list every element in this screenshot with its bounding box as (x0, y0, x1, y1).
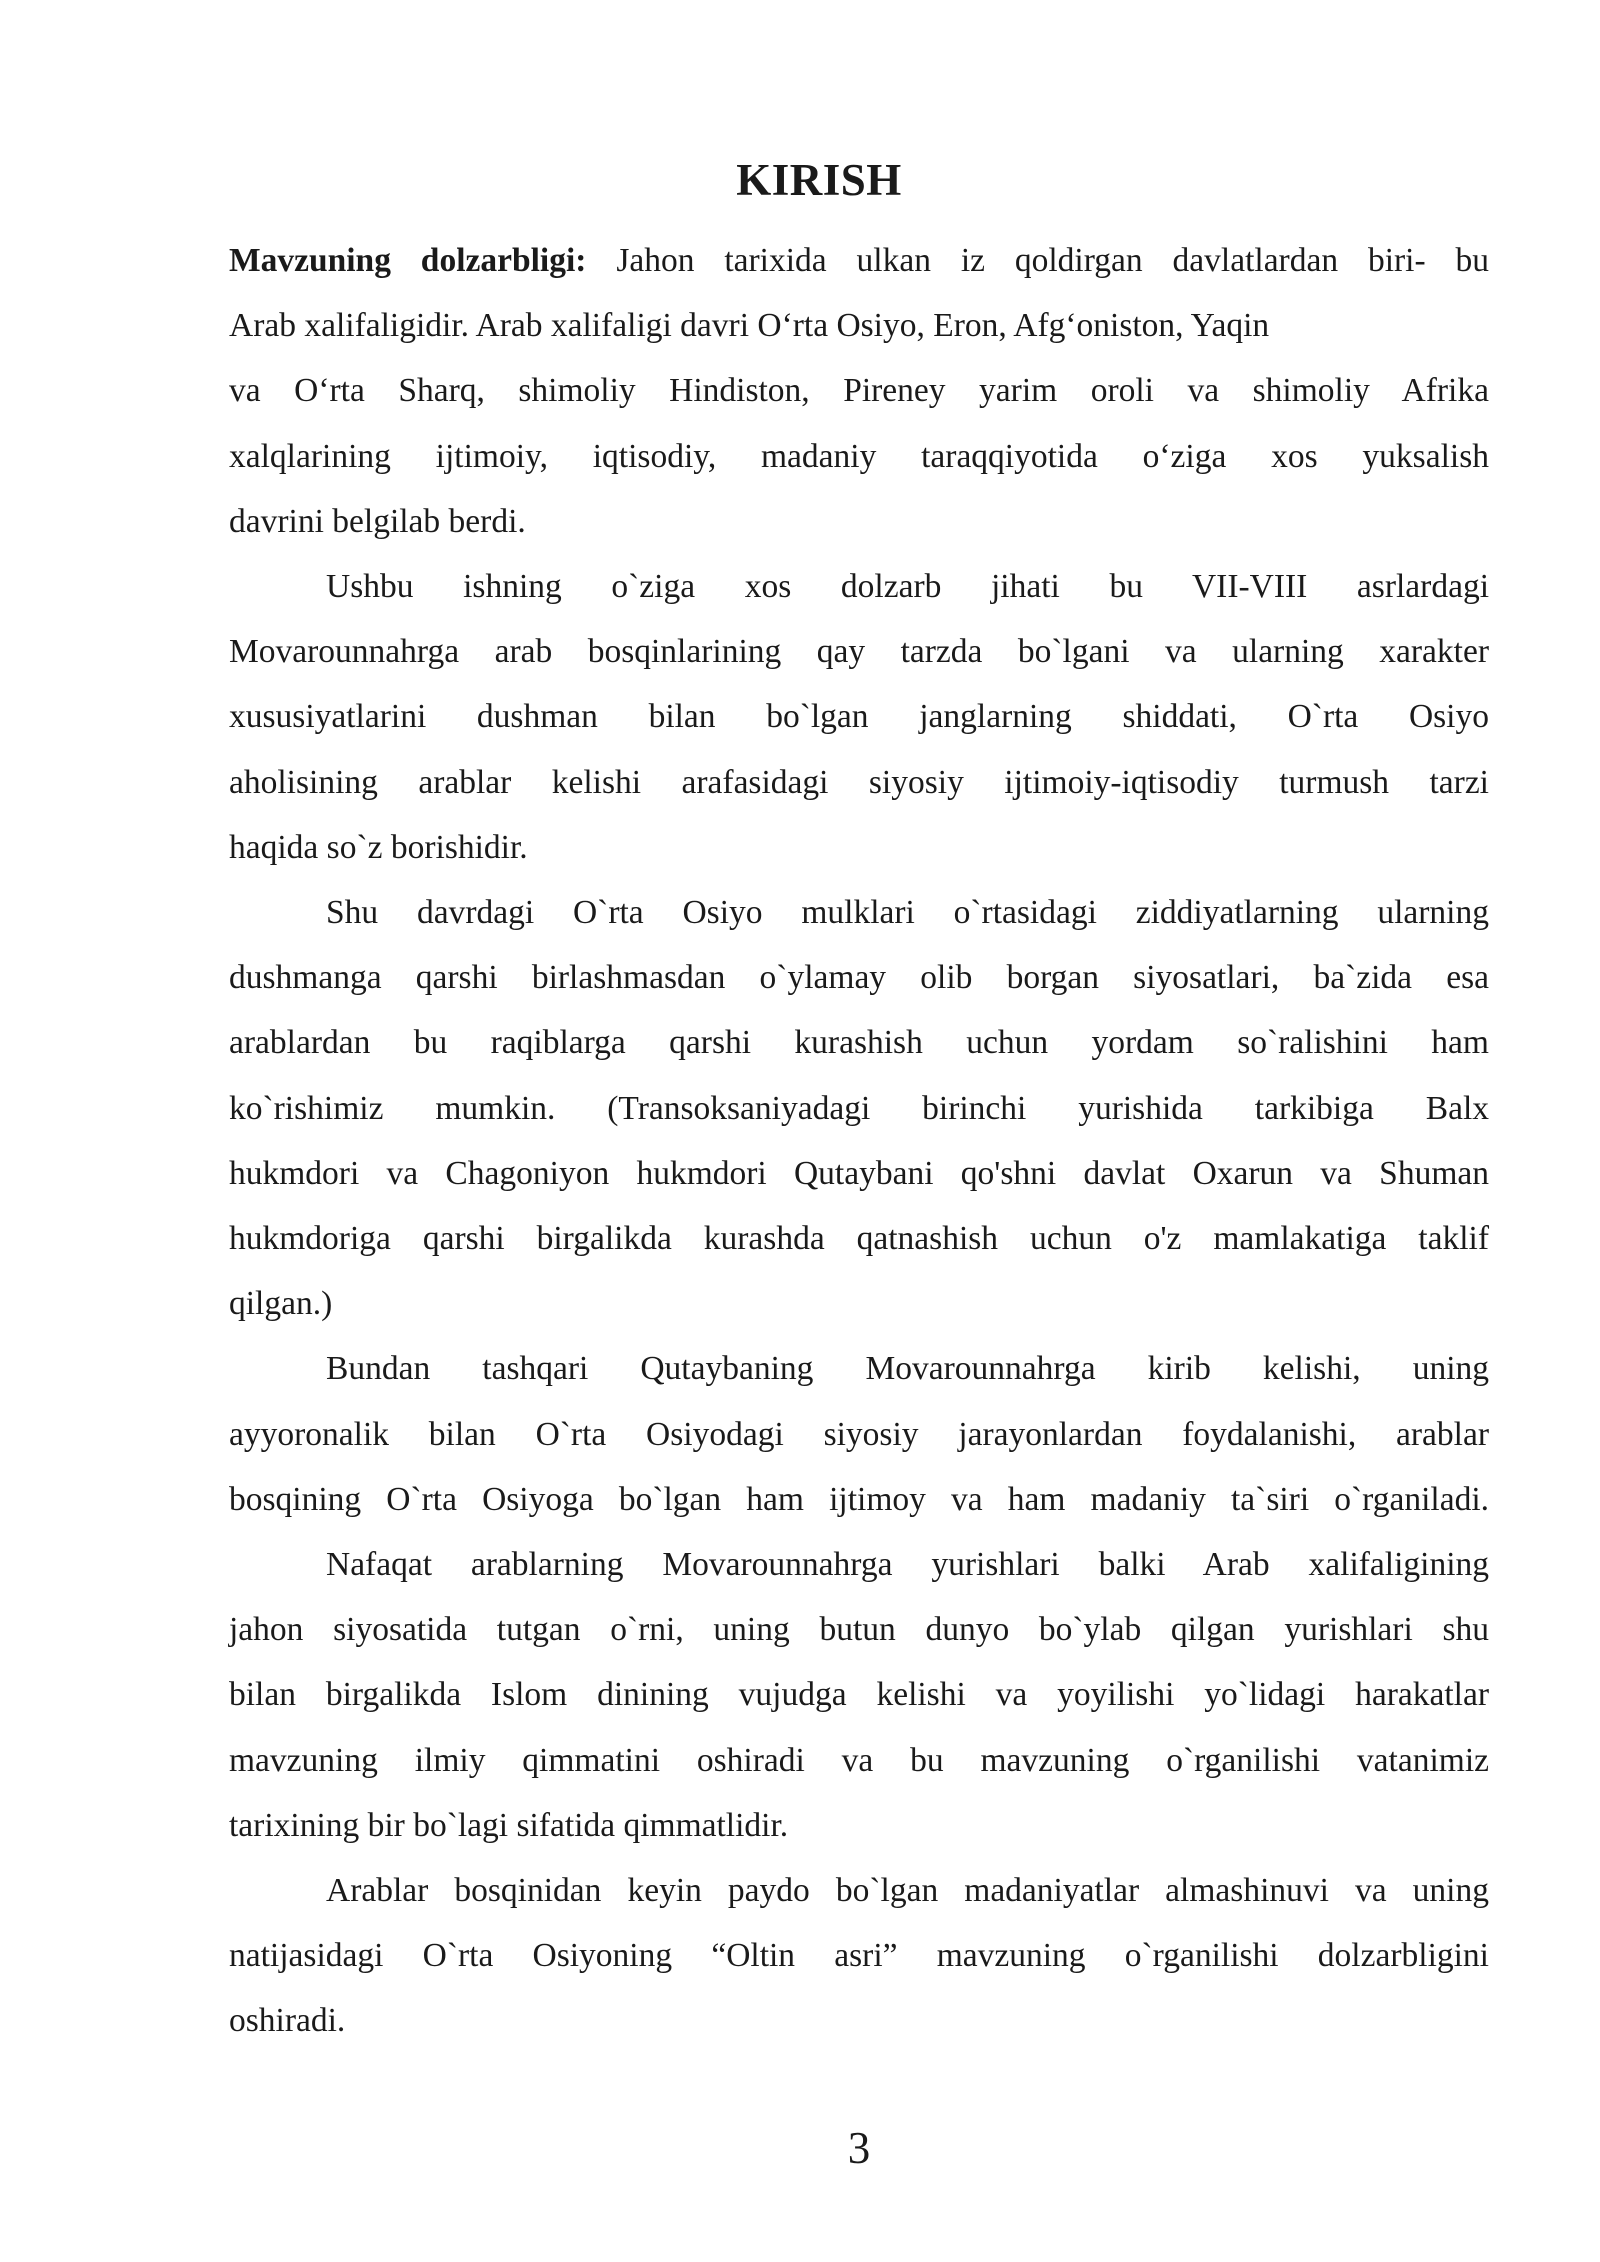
paragraph-line: ayyoronalik bilan O`rta Osiyodagi siyosiy jarayonlardan foydalanishi, arablar (229, 1415, 1489, 1453)
paragraph (229, 1336, 1489, 1532)
paragraph-line: oshiradi. (229, 2002, 346, 2040)
paragraph-line: xususiyatlarini dushman bilan bo`lgan janglarning shiddati, O`rta Osiyo (229, 698, 1489, 736)
paragraph-line: mavzuning ilmiy qimmatini oshiradi va bu mavzuning o`rganilishi vatanimiz (229, 1741, 1489, 1779)
paragraph (229, 554, 1489, 880)
paragraph-line: Bundan tashqari Qutaybaning Movarounnahrga kirib kelishi, uning (326, 1350, 1489, 1388)
paragraph-line: tarixining bir bo`lagi sifatida qimmatlidir. (229, 1806, 789, 1844)
paragraph-line: haqida so`z borishidir. (229, 828, 528, 866)
paragraph-line: Ushbu ishning o`ziga xos dolzarb jihati bu VII-VIII asrlardagi (326, 568, 1489, 606)
paragraph-line: arablardan bu raqiblarga qarshi kurashish uchun yordam so`ralishini ham (229, 1024, 1489, 1062)
paragraph-line: Shu davrdagi O`rta Osiyo mulklari o`rtasidagi ziddiyatlarning ularning (326, 894, 1489, 932)
paragraph-line: bosqining O`rta Osiyoga bo`lgan ham ijtimoy va ham madaniy ta`siri o`rganiladi. (229, 1480, 1489, 1518)
paragraph-line: dushmanga qarshi birlashmasdan o`ylamay olib borgan siyosatlari, ba`zida esa (229, 959, 1489, 997)
page-number: 3 (847, 2123, 871, 2173)
paragraph-line: ko`rishimiz mumkin. (Transoksaniyadagi birinchi yurishida tarkibiga Balx (229, 1089, 1489, 1127)
paragraph-line: aholisining arablar kelishi arafasidagi siyosiy ijtimoiy-iqtisodiy turmush tarzi (229, 763, 1489, 801)
paragraph (229, 1532, 1489, 1858)
paragraph-line: davrini belgilab berdi. (229, 502, 526, 540)
paragraph-line: va O‘rta Sharq, shimoliy Hindiston, Pireney yarim oroli va shimoliy Afrika (229, 372, 1489, 410)
paragraph-line: Nafaqat arablarning Movarounnahrga yurishlari balki Arab xalifaligining (326, 1546, 1489, 1584)
paragraph-line: hukmdoriga qarshi birgalikda kurashda qatnashish uchun o'z mamlakatiga taklif (229, 1220, 1489, 1258)
page-title: KIRISH (736, 155, 902, 205)
paragraph-relevance (229, 228, 1489, 554)
paragraph (229, 1858, 1489, 2054)
paragraph (229, 880, 1489, 1336)
line-text: Jahon tarixida ulkan iz qoldirgan davlatlardan biri- bu (586, 242, 1489, 279)
paragraph-line: jahon siyosatida tutgan o`rni, uning butun dunyo bo`ylab qilgan yurishlari shu (229, 1611, 1489, 1649)
paragraph-line (229, 228, 1489, 293)
paragraph-line: hukmdori va Chagoniyon hukmdori Qutaybani qo'shni davlat Oxarun va Shuman (229, 1154, 1489, 1192)
paragraph-line: natijasidagi O`rta Osiyoning “Oltin asri” mavzuning o`rganilishi dolzarbligini (229, 1937, 1489, 1975)
paragraph-line: Arab xalifaligidir. Arab xalifaligi davri O‘rta Osiyo, Eron, Afg‘oniston, Yaqin (229, 307, 1270, 345)
paragraph-line: qilgan.) (229, 1285, 333, 1323)
paragraph-line: bilan birgalikda Islom dinining vujudga kelishi va yoyilishi yo`lidagi harakatlar (229, 1676, 1489, 1714)
paragraph-line: Movarounnahrga arab bosqinlarining qay tarzda bo`lgani va ularning xarakter (229, 633, 1489, 671)
document-body (229, 228, 1489, 2054)
relevance-heading: Mavzuning dolzarbligi: (229, 242, 587, 279)
paragraph-line: xalqlarining ijtimoiy, iqtisodiy, madaniy taraqqiyotida o‘ziga xos yuksalish (229, 437, 1489, 475)
paragraph-line: Arablar bosqinidan keyin paydo bo`lgan madaniyatlar almashinuvi va uning (326, 1872, 1489, 1910)
